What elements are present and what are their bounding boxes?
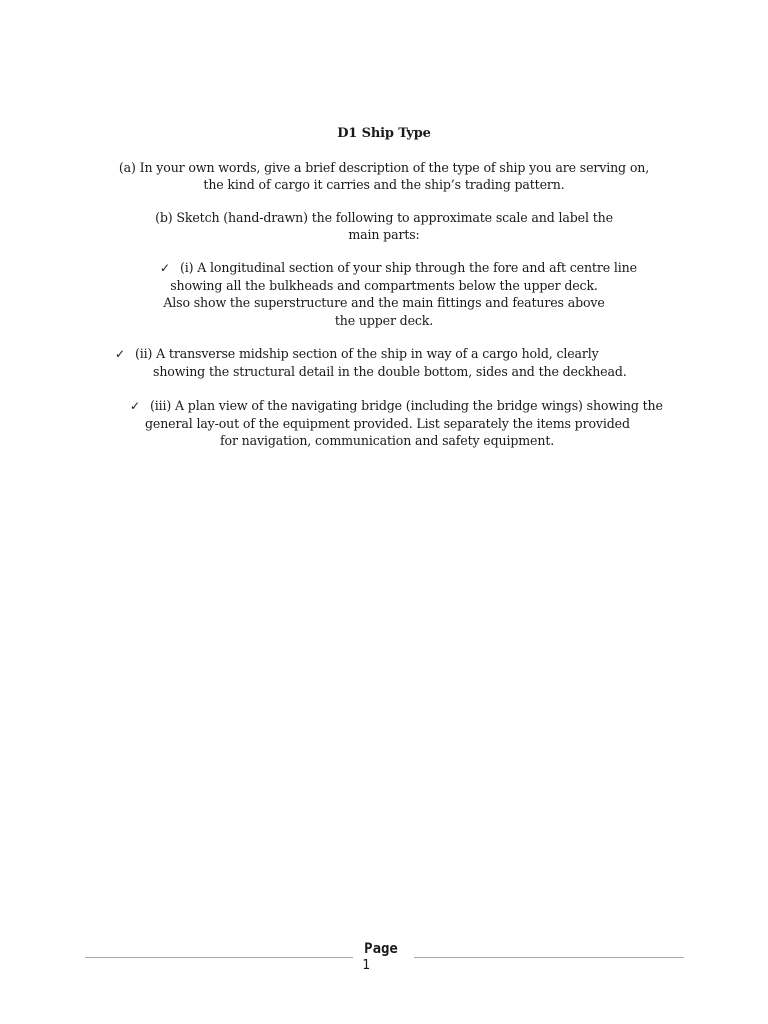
item-i-line-4: the upper deck.: [334, 313, 434, 328]
item-ii-text-1: (ii) A transverse midship section of the ship in way of a cargo hold, clearly: [135, 346, 599, 361]
item-ii-line-1: [115, 345, 599, 363]
part-a-line-1: (a) In your own words, give a brief description of the type of ship you are serving on,: [118, 160, 650, 175]
part-b-line-2: main parts:: [348, 227, 420, 242]
footer-rule-right: [414, 957, 684, 958]
item-i-text-1: (i) A longitudinal section of your ship through the fore and aft centre line: [180, 260, 637, 275]
footer-page-label: Page: [364, 941, 398, 957]
item-iii-line-1: [130, 397, 663, 415]
part-b-line-1: (b) Sketch (hand-drawn) the following to approximate scale and label the: [155, 210, 613, 225]
checkmark-icon: ✓: [130, 399, 140, 413]
item-i-line-2: showing all the bulkheads and compartments below the upper deck.: [170, 278, 598, 293]
item-i-line-1: [160, 259, 637, 277]
footer-page-number: 1: [362, 958, 370, 973]
page-title: D1 Ship Type: [337, 126, 431, 141]
checkmark-icon: ✓: [115, 347, 125, 361]
part-a-line-2: the kind of cargo it carries and the ship’s trading pattern.: [203, 177, 565, 192]
checkmark-icon: ✓: [160, 261, 170, 275]
item-iii-line-3: for navigation, communication and safety equipment.: [220, 433, 555, 448]
item-iii-line-2: general lay-out of the equipment provided. List separately the items provided: [145, 416, 630, 431]
item-ii-line-2: showing the structural detail in the double bottom, sides and the deckhead.: [153, 364, 627, 379]
item-iii-text-1: (iii) A plan view of the navigating bridge (including the bridge wings) showing the: [150, 398, 663, 413]
footer-rule-left: [85, 957, 353, 958]
item-i-line-3: Also show the superstructure and the main fittings and features above: [163, 295, 605, 310]
